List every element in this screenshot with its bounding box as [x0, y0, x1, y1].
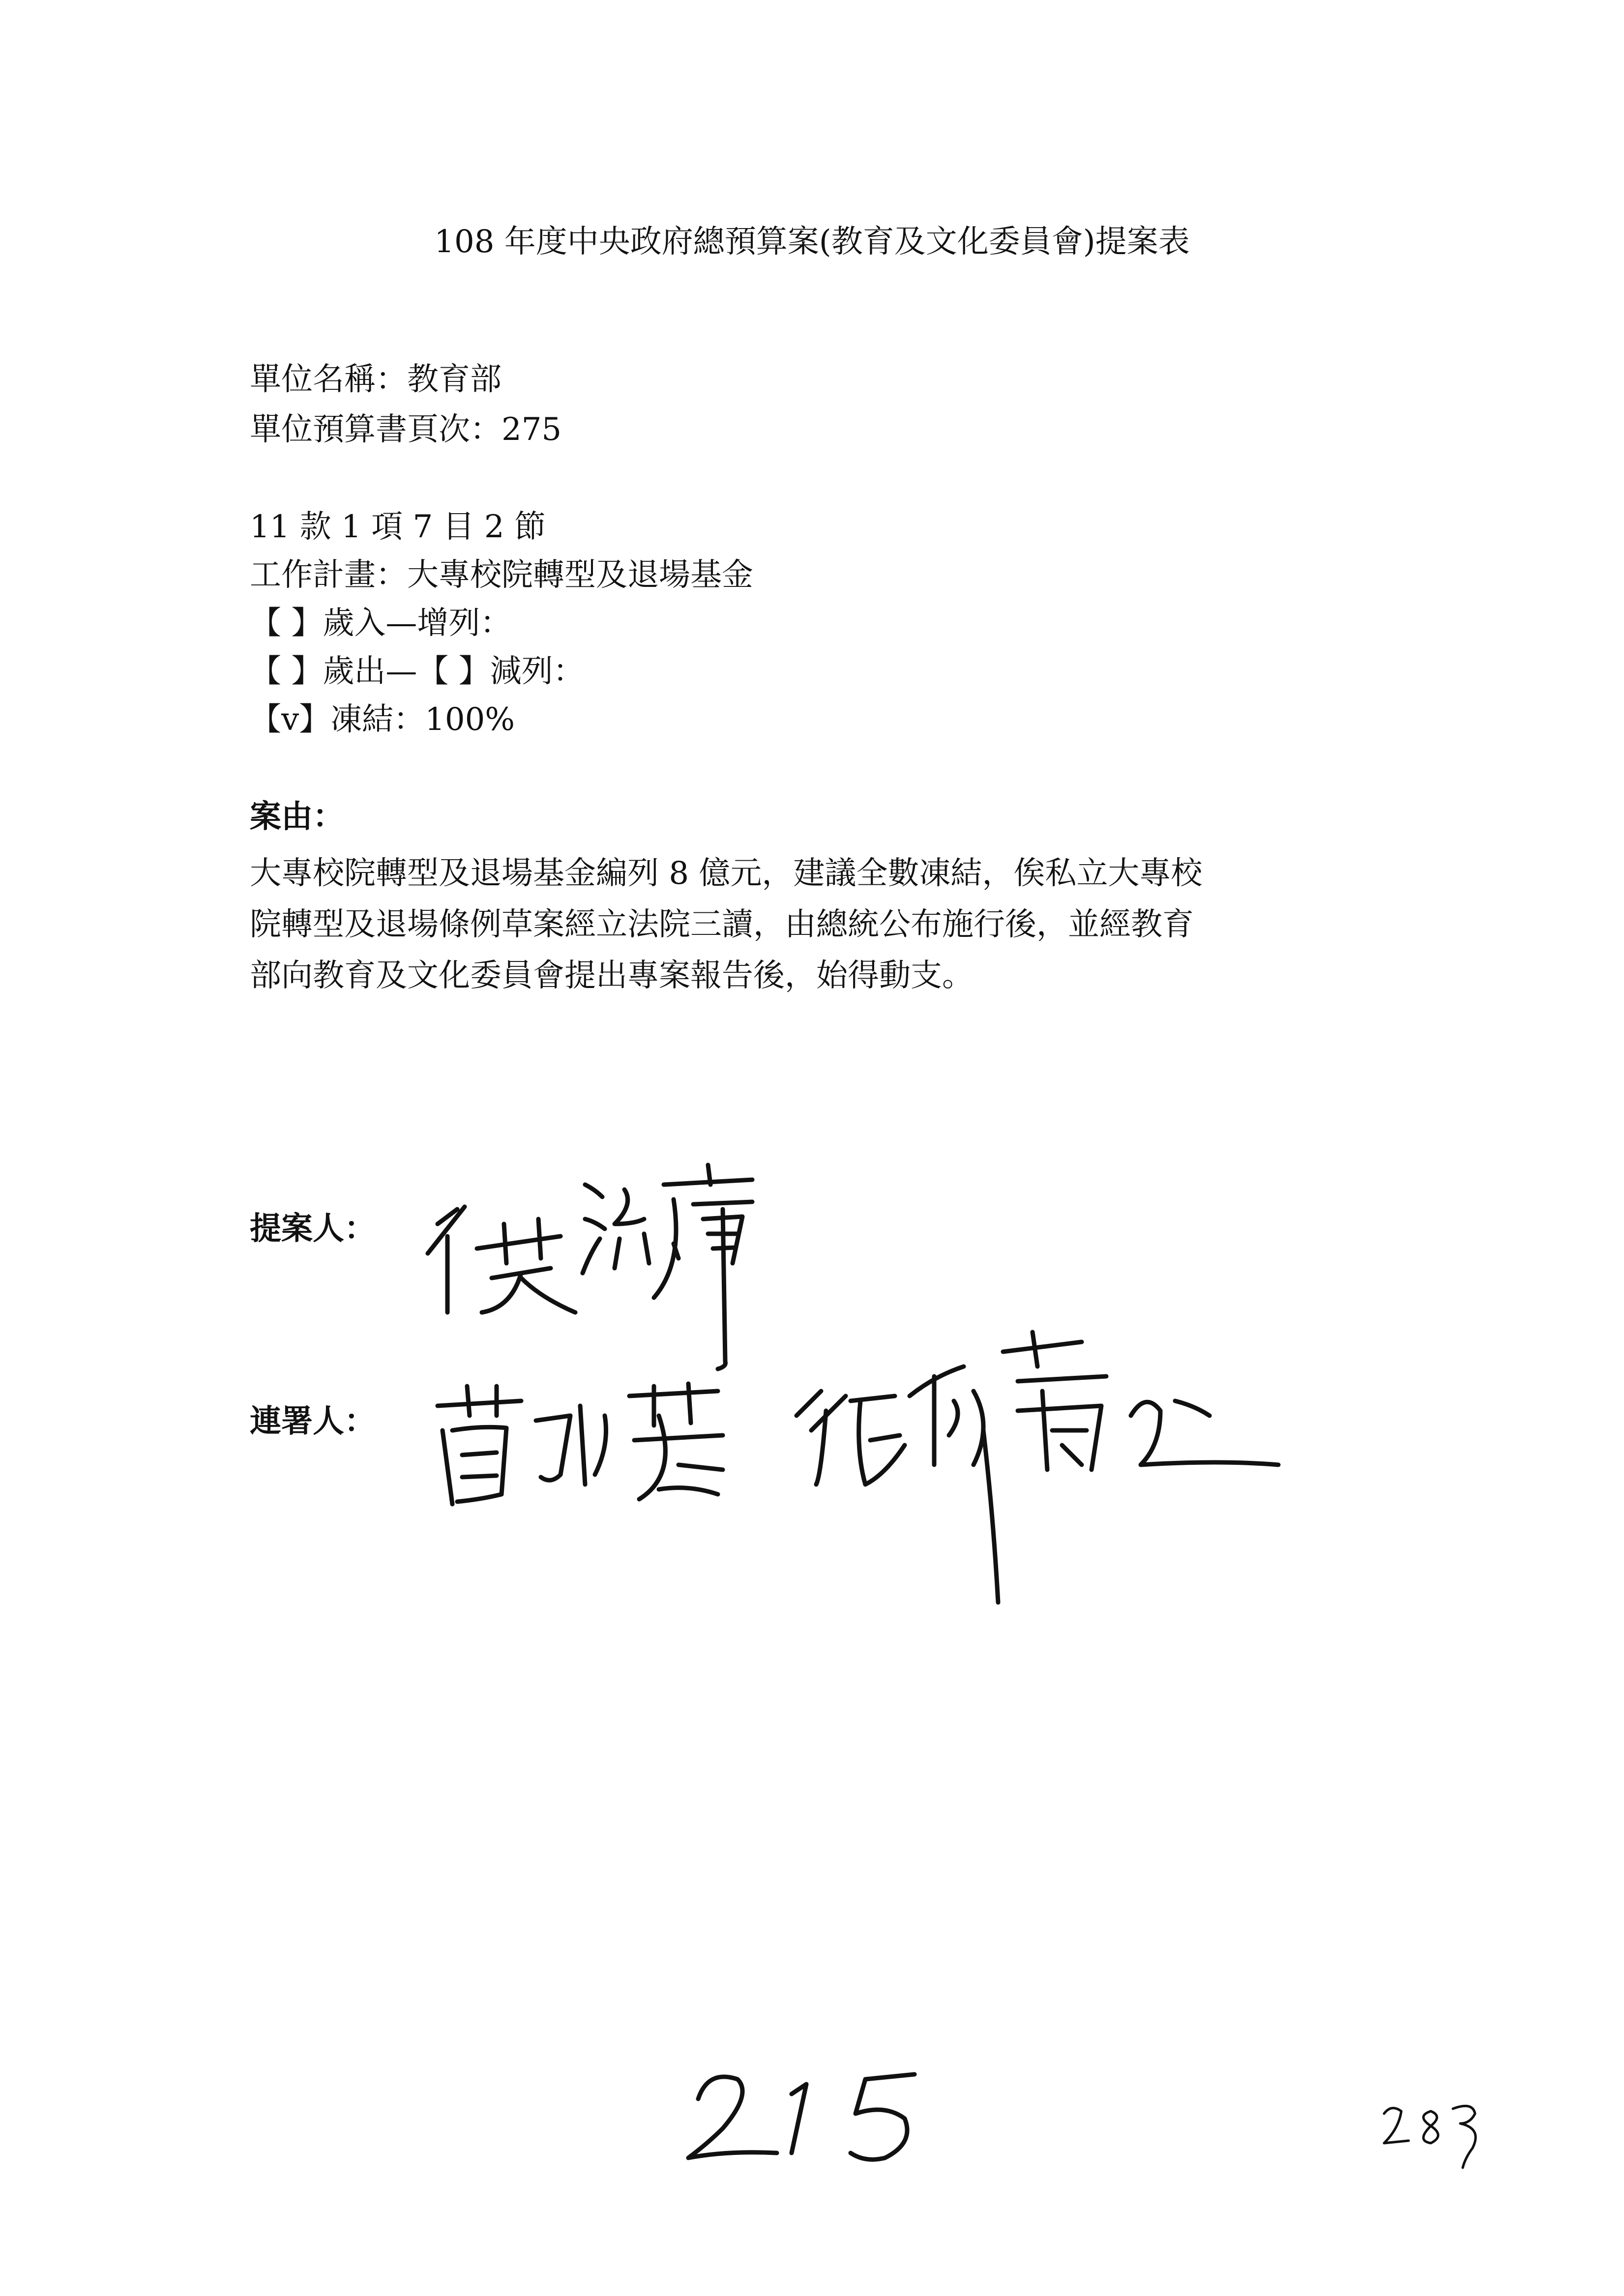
- reason-text: [250, 848, 1420, 1001]
- work-plan: 工作計畫：大專校院轉型及退場基金: [250, 557, 753, 593]
- form-title: 108 年度中央政府總預算案(教育及文化委員會)提案表: [434, 224, 1190, 260]
- proposer-signature: [418, 1150, 772, 1376]
- reason-heading: 案由：: [250, 798, 344, 835]
- reason-line: 院轉型及退場條例草案經立法院三讀，由總統公布施行後，並經教育: [250, 906, 1194, 943]
- revenue-increase-line: 【 】歲入—增列：: [250, 605, 512, 641]
- handwritten-page-number: [679, 2045, 983, 2182]
- cosigner-signature: [423, 1366, 738, 1514]
- expenditure-decrease-line: 【 】歲出—【 】減列：: [250, 653, 585, 690]
- cosigner-signature: [787, 1317, 1318, 1612]
- budget-section: 11 款 1 項 7 目 2 節: [250, 509, 546, 545]
- reason-line: 部向教育及文化委員會提出專案報告後，始得動支。: [250, 958, 974, 994]
- budget-page: 單位預算書頁次：275: [250, 411, 562, 448]
- freeze-line: 【v】凍結：100%: [250, 701, 515, 738]
- cosigner-label: 連署人：: [250, 1403, 376, 1440]
- unit-name: 單位名稱：教育部: [250, 361, 502, 398]
- proposer-label: 提案人：: [250, 1210, 376, 1247]
- reason-line: 大專校院轉型及退場基金編列 8 億元，建議全數凍結，俟私立大專校: [250, 855, 1203, 892]
- stamped-page-number: [1377, 2094, 1495, 2178]
